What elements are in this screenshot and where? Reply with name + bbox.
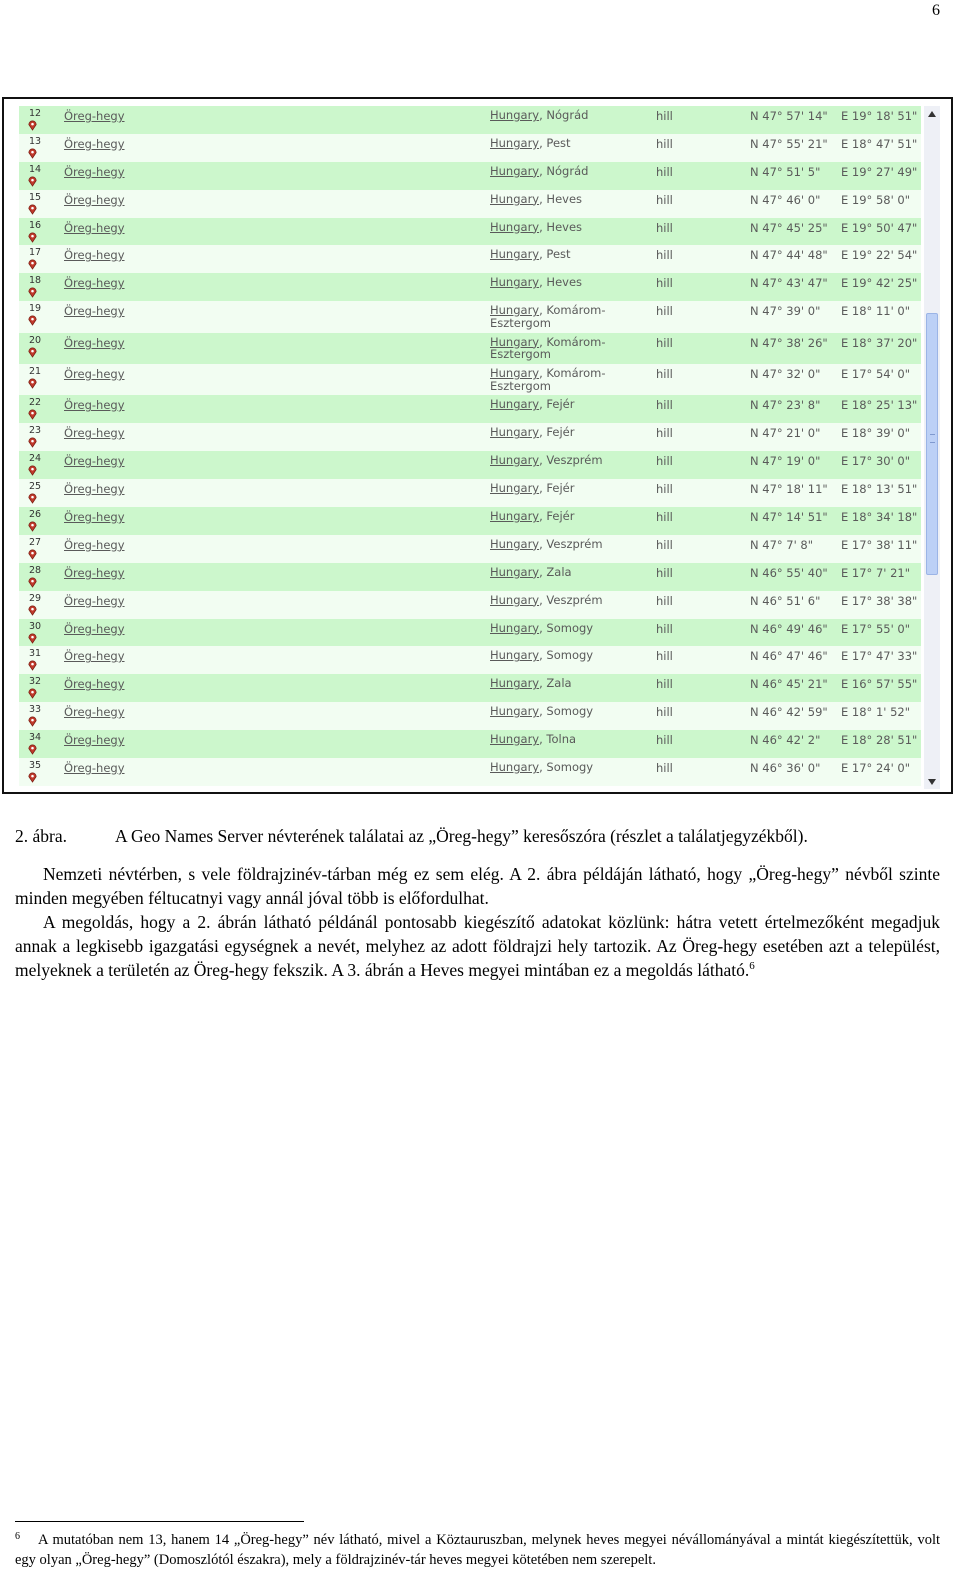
feature-class: hill: [656, 276, 673, 291]
place-name-link[interactable]: Öreg-hegy: [64, 677, 125, 692]
table-row: [19, 702, 921, 730]
table-row: [19, 273, 921, 301]
country-link[interactable]: Hungary: [490, 676, 540, 691]
map-pin-icon[interactable]: [27, 493, 38, 504]
country-region: [490, 538, 615, 551]
table-row: [19, 646, 921, 674]
longitude: E 18° 25' 13": [841, 398, 918, 413]
feature-class: hill: [656, 593, 673, 608]
paragraph-2: [15, 910, 940, 982]
longitude: E 18° 37' 20": [841, 335, 918, 350]
row-number: 20: [29, 334, 42, 346]
feature-class: hill: [656, 164, 673, 179]
row-number: 12: [29, 108, 42, 119]
table-row: [19, 758, 921, 786]
country-region: [490, 221, 615, 234]
latitude: N 46° 42' 2": [750, 733, 821, 748]
map-pin-icon[interactable]: [27, 633, 38, 644]
map-pin-icon[interactable]: [27, 688, 38, 699]
longitude: E 18° 47' 51": [841, 136, 918, 151]
latitude: N 47° 57' 14": [750, 109, 828, 123]
region-text: , Fejér: [539, 481, 575, 496]
country-region: [490, 426, 615, 439]
row-number: 15: [29, 191, 42, 203]
row-number: 21: [29, 366, 42, 378]
map-pin-icon[interactable]: [27, 120, 38, 131]
page-number: 6: [932, 2, 940, 19]
results-table: [19, 106, 921, 786]
country-region: [490, 193, 615, 206]
latitude: N 47° 38' 26": [750, 335, 828, 350]
latitude: N 47° 44' 48": [750, 248, 828, 263]
paragraph-2-text: A megoldás, hogy a 2. ábrán látható példánál pontosabb kiegészítő adatokat közlünk: hátra vetett értelmezőként megadjuk annak a legkisebb igazgatási egységnek a nevét, melyhez az adott földrajzi hely tartozik. Az Öreg-hegy esetében azt a települést, melyeknek a területén az Öreg-hegy fekszik. A 3. ábrán a Heves megyei mintában ez a megoldás látható.: [15, 912, 940, 980]
latitude: N 46° 36' 0": [750, 760, 821, 775]
table-row: [19, 451, 921, 479]
row-number: 23: [29, 425, 42, 437]
map-pin-icon[interactable]: [27, 465, 38, 476]
row-number: 19: [29, 303, 42, 315]
place-name-link[interactable]: Öreg-hegy: [64, 276, 125, 291]
map-pin-icon[interactable]: [27, 521, 38, 532]
row-number: 33: [29, 704, 42, 716]
region-text: , Somogy: [539, 759, 594, 774]
latitude: N 47° 39' 0": [750, 304, 821, 319]
map-pin-icon[interactable]: [27, 148, 38, 159]
country-link[interactable]: Hungary: [490, 732, 540, 747]
region-text: , Zala: [539, 676, 572, 691]
country-region: [490, 677, 615, 690]
place-name-link[interactable]: Öreg-hegy: [64, 304, 125, 319]
feature-class: hill: [656, 220, 673, 235]
longitude: E 17° 47' 33": [841, 649, 918, 664]
feature-class: hill: [656, 398, 673, 413]
table-row: [19, 162, 921, 190]
table-row: [19, 730, 921, 758]
region-text: , Heves: [539, 275, 583, 290]
region-text: , Somogy: [539, 704, 594, 719]
feature-class: hill: [656, 733, 673, 748]
country-region: [490, 137, 615, 150]
country-region: [490, 304, 615, 329]
place-name-link[interactable]: Öreg-hegy: [64, 482, 125, 497]
place-name-link[interactable]: Öreg-hegy: [64, 220, 125, 235]
table-row: [19, 479, 921, 507]
latitude: N 47° 51' 5": [750, 164, 821, 179]
region-text: , Fejér: [539, 397, 575, 412]
longitude: E 17° 38' 38": [841, 593, 918, 608]
place-name-link[interactable]: Öreg-hegy: [64, 454, 125, 469]
table-row: [19, 423, 921, 451]
latitude: N 47° 7' 8": [750, 537, 814, 552]
region-text: , Nógrád: [539, 108, 589, 122]
row-number: 30: [29, 620, 42, 632]
country-link[interactable]: Hungary: [490, 620, 540, 635]
longitude: E 19° 50' 47": [841, 220, 918, 235]
country-region: [490, 336, 615, 361]
latitude: N 46° 55' 40": [750, 565, 828, 580]
country-region: [490, 733, 615, 746]
row-number: 24: [29, 453, 42, 465]
place-name-link[interactable]: Öreg-hegy: [64, 192, 125, 207]
longitude: E 18° 11' 0": [841, 304, 911, 319]
country-link[interactable]: Hungary: [490, 366, 540, 381]
map-pin-icon[interactable]: [27, 744, 38, 755]
map-pin-icon[interactable]: [27, 176, 38, 187]
feature-class: hill: [656, 621, 673, 636]
place-name-link[interactable]: Öreg-hegy: [64, 136, 125, 151]
place-name-link[interactable]: Öreg-hegy: [64, 733, 125, 748]
table-row: [19, 674, 921, 702]
feature-class: hill: [656, 760, 673, 775]
figure-caption: [15, 826, 808, 847]
place-name-link[interactable]: Öreg-hegy: [64, 565, 125, 580]
arrow-up-icon[interactable]: [928, 111, 936, 117]
table-row: [19, 245, 921, 273]
region-text: , Tolna: [539, 732, 577, 747]
region-text: , Komárom-Esztergom: [490, 366, 606, 393]
vertical-scrollbar[interactable]: [924, 106, 940, 789]
country-link[interactable]: Hungary: [490, 536, 540, 551]
country-region: [490, 398, 615, 411]
map-pin-icon[interactable]: [27, 315, 38, 326]
region-text: , Somogy: [539, 620, 594, 635]
country-link[interactable]: Hungary: [490, 481, 540, 496]
feature-class: hill: [656, 367, 673, 382]
row-number: 22: [29, 397, 42, 409]
row-number: 13: [29, 135, 42, 147]
feature-class: hill: [656, 649, 673, 664]
footnote-text: A mutatóban nem 13, hanem 14 „Öreg-hegy” név látható, mivel a Köztauruszban, melynek heves megyei névállományával a mintát kiegészítettük, volt egy olyan „Öreg-hegy” (Domoszlótól északra), mely a földrajzinév-tár heves megyei kötetében nem szerepelt.: [15, 1532, 940, 1568]
longitude: E 19° 18' 51": [841, 109, 918, 123]
footnote-ref: 6: [749, 960, 755, 972]
scrollbar-thumb[interactable]: [926, 313, 938, 575]
place-name-link[interactable]: Öreg-hegy: [64, 398, 125, 413]
map-pin-icon[interactable]: [27, 437, 38, 448]
place-name-link[interactable]: Öreg-hegy: [64, 705, 125, 720]
country-link[interactable]: Hungary: [490, 759, 540, 774]
place-name-link[interactable]: Öreg-hegy: [64, 335, 125, 350]
country-region: [490, 248, 615, 261]
place-name-link[interactable]: Öreg-hegy: [64, 593, 125, 608]
longitude: E 17° 38' 11": [841, 537, 918, 552]
country-link[interactable]: Hungary: [490, 219, 540, 234]
country-region: [490, 594, 615, 607]
country-region: [490, 454, 615, 467]
country-link[interactable]: Hungary: [490, 425, 540, 440]
longitude: E 17° 55' 0": [841, 621, 911, 636]
row-number: 32: [29, 676, 42, 688]
country-link[interactable]: Hungary: [490, 592, 540, 607]
geonames-results-screenshot: [2, 97, 953, 794]
map-pin-icon[interactable]: [27, 660, 38, 671]
caption-text: A Geo Names Server névterének találatai az „Öreg-hegy” keresőszóra (részlet a találatjegyzékből).: [115, 826, 808, 846]
place-name-link[interactable]: Öreg-hegy: [64, 760, 125, 775]
latitude: N 46° 51' 6": [750, 593, 821, 608]
region-text: , Pest: [539, 247, 571, 262]
country-link[interactable]: Hungary: [490, 508, 540, 523]
table-row: [19, 301, 921, 332]
row-number: 29: [29, 592, 42, 604]
table-row: [19, 364, 921, 395]
country-region: [490, 276, 615, 289]
place-name-link[interactable]: Öreg-hegy: [64, 621, 125, 636]
country-link[interactable]: Hungary: [490, 564, 540, 579]
map-pin-icon[interactable]: [27, 409, 38, 420]
arrow-down-icon[interactable]: [928, 779, 936, 785]
region-text: , Veszprém: [539, 536, 603, 551]
latitude: N 47° 45' 25": [750, 220, 828, 235]
longitude: E 19° 27' 49": [841, 164, 918, 179]
country-link[interactable]: Hungary: [490, 135, 540, 150]
latitude: N 47° 18' 11": [750, 482, 828, 497]
table-row: [19, 395, 921, 423]
table-row: [19, 333, 921, 364]
latitude: N 47° 21' 0": [750, 426, 821, 441]
region-text: , Heves: [539, 219, 583, 234]
country-region: [490, 165, 615, 178]
country-region: [490, 622, 615, 635]
country-link[interactable]: Hungary: [490, 303, 540, 318]
feature-class: hill: [656, 335, 673, 350]
feature-class: hill: [656, 677, 673, 692]
footnote-marker: 6: [15, 1531, 20, 1542]
longitude: E 17° 24' 0": [841, 760, 911, 775]
row-number: 14: [29, 163, 42, 175]
longitude: E 19° 22' 54": [841, 248, 918, 263]
longitude: E 18° 39' 0": [841, 426, 911, 441]
row-number: 25: [29, 481, 42, 493]
country-link[interactable]: Hungary: [490, 648, 540, 663]
latitude: N 46° 42' 59": [750, 705, 828, 720]
map-pin-icon[interactable]: [27, 716, 38, 727]
latitude: N 47° 32' 0": [750, 367, 821, 382]
country-link[interactable]: Hungary: [490, 275, 540, 290]
longitude: E 16° 57' 55": [841, 677, 918, 692]
table-row: [19, 106, 921, 134]
table-row: [19, 190, 921, 218]
map-pin-icon[interactable]: [27, 549, 38, 560]
country-link[interactable]: Hungary: [490, 191, 540, 206]
latitude: N 47° 19' 0": [750, 454, 821, 469]
region-text: , Nógrád: [539, 163, 589, 178]
row-number: 18: [29, 275, 42, 287]
country-link[interactable]: Hungary: [490, 247, 540, 262]
country-link[interactable]: Hungary: [490, 108, 540, 122]
place-name-link[interactable]: Öreg-hegy: [64, 164, 125, 179]
caption-label: 2. ábra.: [15, 826, 67, 846]
country-link[interactable]: Hungary: [490, 453, 540, 468]
grip-icon: [930, 434, 935, 443]
country-region: [490, 482, 615, 495]
feature-class: hill: [656, 537, 673, 552]
country-region: [490, 510, 615, 523]
feature-class: hill: [656, 304, 673, 319]
latitude: N 47° 14' 51": [750, 509, 828, 524]
map-pin-icon[interactable]: [27, 347, 38, 358]
country-link[interactable]: Hungary: [490, 163, 540, 178]
map-pin-icon[interactable]: [27, 772, 38, 783]
row-number: 26: [29, 508, 42, 520]
latitude: N 46° 45' 21": [750, 677, 828, 692]
feature-class: hill: [656, 482, 673, 497]
feature-class: hill: [656, 705, 673, 720]
longitude: E 17° 7' 21": [841, 565, 911, 580]
footnote-divider: [15, 1521, 304, 1522]
feature-class: hill: [656, 454, 673, 469]
row-number: 17: [29, 247, 42, 259]
region-text: , Heves: [539, 191, 583, 206]
latitude: N 46° 49' 46": [750, 621, 828, 636]
map-pin-icon[interactable]: [27, 605, 38, 616]
place-name-link[interactable]: Öreg-hegy: [64, 367, 125, 382]
country-region: [490, 109, 615, 122]
place-name-link[interactable]: Öreg-hegy: [64, 109, 125, 123]
longitude: E 17° 30' 0": [841, 454, 911, 469]
latitude: N 47° 46' 0": [750, 192, 821, 207]
table-row: [19, 535, 921, 563]
table-row: [19, 218, 921, 246]
table-row: [19, 507, 921, 535]
feature-class: hill: [656, 192, 673, 207]
map-pin-icon[interactable]: [27, 232, 38, 243]
place-name-link[interactable]: Öreg-hegy: [64, 509, 125, 524]
longitude: E 18° 1' 52": [841, 705, 911, 720]
map-pin-icon[interactable]: [27, 259, 38, 270]
map-pin-icon[interactable]: [27, 287, 38, 298]
row-number: 28: [29, 564, 42, 576]
feature-class: hill: [656, 109, 673, 123]
row-number: 16: [29, 219, 42, 231]
latitude: N 46° 47' 46": [750, 649, 828, 664]
table-row: [19, 591, 921, 619]
map-pin-icon[interactable]: [27, 378, 38, 389]
region-text: , Fejér: [539, 508, 575, 523]
country-link[interactable]: Hungary: [490, 397, 540, 412]
country-region: [490, 761, 615, 774]
country-link[interactable]: Hungary: [490, 704, 540, 719]
longitude: E 19° 58' 0": [841, 192, 911, 207]
longitude: E 18° 13' 51": [841, 482, 918, 497]
latitude: N 47° 23' 8": [750, 398, 821, 413]
place-name-link[interactable]: Öreg-hegy: [64, 248, 125, 263]
paragraph-1: Nemzeti névtérben, s vele földrajzinév-tárban még ez sem elég. A 2. ábra példáján látható, hogy „Öreg-hegy” névből szinte minden megyében féltucatnyi vagy annál jóval több is előfordulhat.: [15, 864, 940, 908]
country-link[interactable]: Hungary: [490, 334, 540, 349]
country-region: [490, 705, 615, 718]
footnote: [15, 1531, 940, 1569]
feature-class: hill: [656, 426, 673, 441]
region-text: , Somogy: [539, 648, 594, 663]
region-text: , Veszprém: [539, 592, 603, 607]
map-pin-icon[interactable]: [27, 577, 38, 588]
latitude: N 47° 55' 21": [750, 136, 828, 151]
longitude: E 19° 42' 25": [841, 276, 918, 291]
place-name-link[interactable]: Öreg-hegy: [64, 426, 125, 441]
feature-class: hill: [656, 509, 673, 524]
region-text: , Komárom-Esztergom: [490, 303, 606, 330]
region-text: , Zala: [539, 564, 572, 579]
longitude: E 18° 34' 18": [841, 509, 918, 524]
table-row: [19, 619, 921, 647]
place-name-link[interactable]: Öreg-hegy: [64, 649, 125, 664]
row-number: 31: [29, 648, 42, 660]
country-region: [490, 367, 615, 392]
map-pin-icon[interactable]: [27, 204, 38, 215]
table-row: [19, 134, 921, 162]
row-number: 27: [29, 536, 42, 548]
row-number: 35: [29, 759, 42, 771]
longitude: E 17° 54' 0": [841, 367, 911, 382]
feature-class: hill: [656, 248, 673, 263]
country-region: [490, 649, 615, 662]
longitude: E 18° 28' 51": [841, 733, 918, 748]
latitude: N 47° 43' 47": [750, 276, 828, 291]
feature-class: hill: [656, 136, 673, 151]
country-region: [490, 566, 615, 579]
table-row: [19, 563, 921, 591]
region-text: , Komárom-Esztergom: [490, 334, 606, 362]
region-text: , Veszprém: [539, 453, 603, 468]
region-text: , Fejér: [539, 425, 575, 440]
place-name-link[interactable]: Öreg-hegy: [64, 537, 125, 552]
region-text: , Pest: [539, 135, 571, 150]
feature-class: hill: [656, 565, 673, 580]
row-number: 34: [29, 732, 42, 744]
